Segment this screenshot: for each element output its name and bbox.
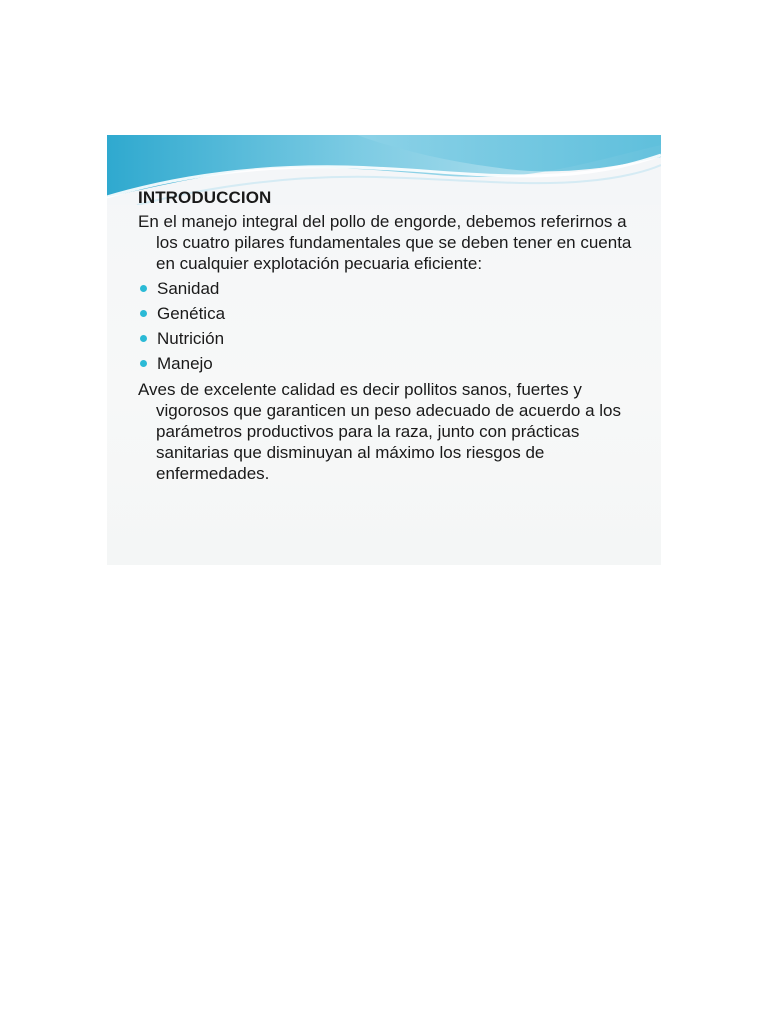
closing-paragraph: Aves de excelente calidad es decir pollitos sanos, fuertes y vigorosos que garanticen un peso adecuado de acuerdo a los parámetros productivos para la raza, junto con prácticas sanitarias que disminuyan al máximo los riesgos de enfermedades. bbox=[138, 380, 622, 483]
list-item bbox=[138, 301, 653, 326]
bullet-dot-icon bbox=[140, 310, 147, 317]
slide-content bbox=[138, 187, 653, 484]
list-item-label: Manejo bbox=[157, 354, 213, 373]
bullet-dot-icon bbox=[140, 335, 147, 342]
bullet-dot-icon bbox=[140, 360, 147, 367]
list-item bbox=[138, 276, 653, 301]
slide-title: INTRODUCCION bbox=[138, 188, 272, 207]
list-item-label: Sanidad bbox=[157, 279, 220, 298]
intro-paragraph: En el manejo integral del pollo de engorde, debemos referirnos a los cuatro pilares fundamentales que se deben tener en cuenta en cualquier explotación pecuaria eficiente: bbox=[138, 212, 632, 273]
list-item-label: Genética bbox=[157, 304, 226, 323]
list-item-label: Nutrición bbox=[157, 329, 225, 348]
bullet-dot-icon bbox=[140, 285, 147, 292]
list-item bbox=[138, 351, 653, 376]
pillars-list bbox=[138, 276, 653, 376]
slide bbox=[107, 135, 661, 565]
list-item bbox=[138, 326, 653, 351]
